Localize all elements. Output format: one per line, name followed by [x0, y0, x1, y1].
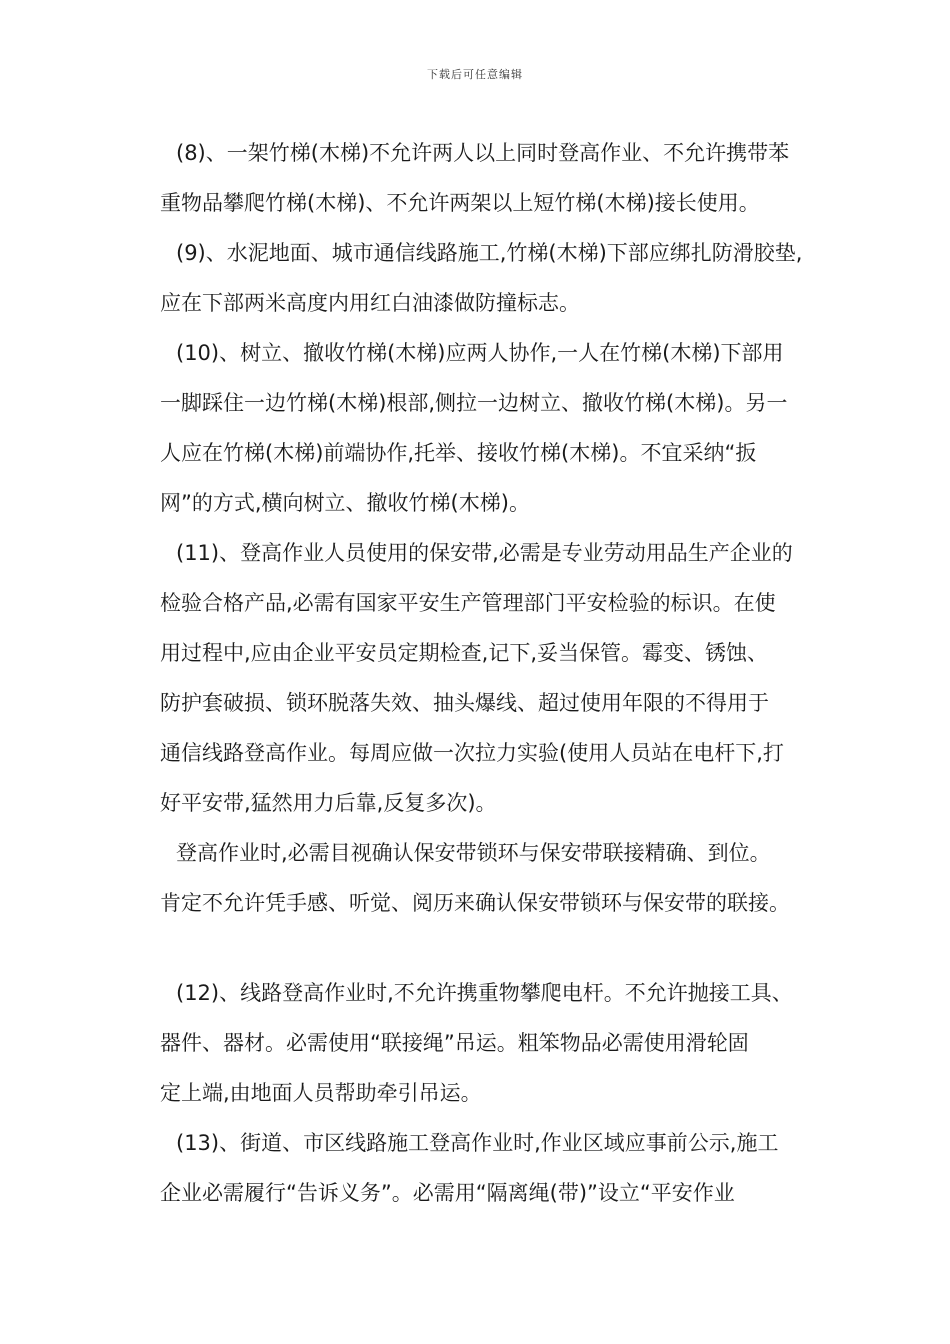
text-line: (9)、水泥地面、城市通信线路施工,竹梯(木梯)下部应绑扎防滑胶垫, — [176, 241, 803, 265]
text-line: 通信线路登高作业。每周应做一次拉力实验(使用人员站在电杆下,打 — [160, 741, 784, 765]
text-line: 企业必需履行“告诉义务”。必需用“隔离绳(带)”设立“平安作业 — [160, 1181, 735, 1205]
text-line: 人应在竹梯(木梯)前端协作,托举、接收竹梯(木梯)。不宜采纳“扳 — [160, 441, 757, 465]
text-line: 检验合格产品,必需有国家平安生产管理部门平安检验的标识。在使 — [160, 591, 776, 615]
paragraph-8 — [144, 128, 824, 228]
text-line: 登高作业时,必需目视确认保安带锁环与保安带联接精确、到位。 — [176, 841, 771, 865]
paragraph-spacer — [144, 928, 824, 968]
text-line: (13)、街道、市区线路施工登高作业时,作业区域应事前公示,施工 — [176, 1131, 779, 1155]
paragraph-10 — [144, 328, 824, 528]
text-line: (12)、线路登高作业时,不允许携重物攀爬电杆。不允许抛接工具、 — [176, 981, 793, 1005]
paragraph-9 — [144, 228, 824, 328]
text-line: 器件、器材。必需使用“联接绳”吊运。粗笨物品必需使用滑轮固 — [160, 1031, 749, 1055]
text-line: 用过程中,应由企业平安员定期检查,记下,妥当保管。霉变、锈蚀、 — [160, 641, 769, 665]
text-line: 一脚踩住一边竹梯(木梯)根部,侧拉一边树立、撤收竹梯(木梯)。另一 — [160, 391, 788, 415]
paragraph-safety-belt-check — [144, 828, 824, 928]
text-line: 好平安带,猛然用力后靠,反复多次)。 — [160, 791, 497, 815]
text-line: 重物品攀爬竹梯(木梯)、不允许两架以上短竹梯(木梯)接长使用。 — [160, 191, 760, 215]
text-line: 应在下部两米高度内用红白油漆做防撞标志。 — [160, 291, 580, 315]
text-line: (11)、登高作业人员使用的保安带,必需是专业劳动用品生产企业的 — [176, 541, 793, 565]
paragraph-13 — [144, 1118, 824, 1218]
paragraph-12 — [144, 968, 824, 1118]
text-line: 网”的方式,横向树立、撤收竹梯(木梯)。 — [160, 491, 530, 515]
text-line: 定上端,由地面人员帮助牵引吊运。 — [160, 1081, 482, 1105]
page-header: 下载后可任意编辑 — [427, 68, 523, 81]
paragraph-11 — [144, 528, 824, 828]
document-body — [144, 128, 824, 1218]
text-line: 防护套破损、锁环脱落失效、抽头爆线、超过使用年限的不得用于 — [160, 691, 769, 715]
text-line: (8)、一架竹梯(木梯)不允许两人以上同时登高作业、不允许携带苯 — [176, 141, 790, 165]
text-line: 肯定不允许凭手感、听觉、阅历来确认保安带锁环与保安带的联接。 — [160, 891, 790, 915]
text-line: (10)、树立、撤收竹梯(木梯)应两人协作,一人在竹梯(木梯)下部用 — [176, 341, 784, 365]
